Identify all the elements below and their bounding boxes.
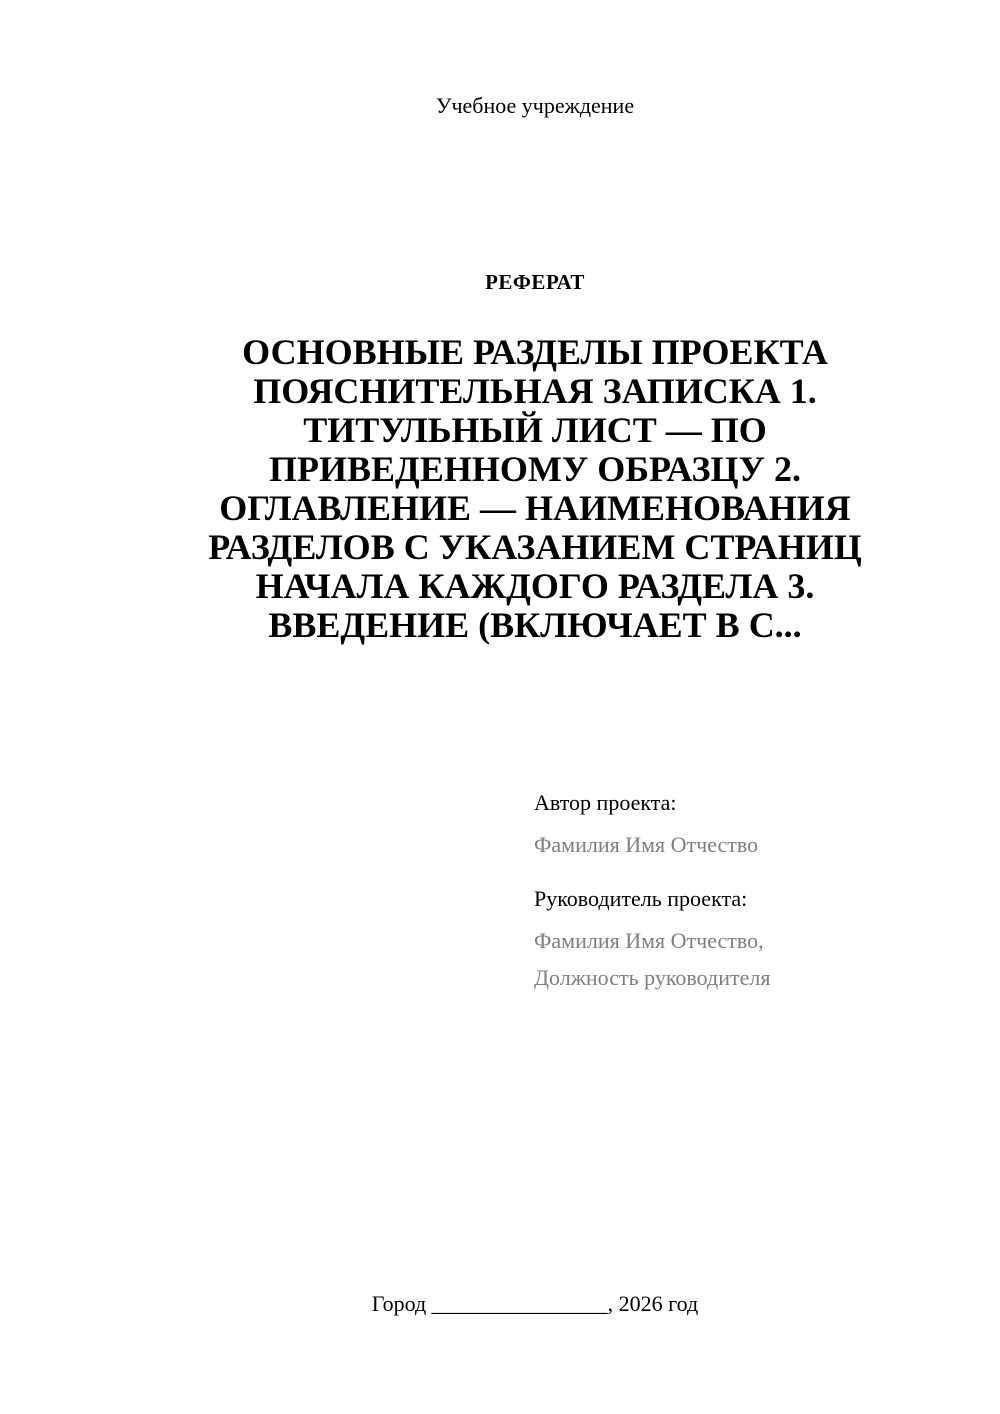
supervisor-label: Руководитель проекта: [534, 886, 748, 911]
author-name: Фамилия Имя Отчество [534, 832, 759, 857]
document-title: ОСНОВНЫЕ РАЗДЕЛЫ ПРОЕКТА ПОЯСНИТЕЛЬНАЯ ЗАПИСКА 1. ТИТУЛЬНЫЙ ЛИСТ — ПО ПРИВЕДЕННОМУ ОБРАЗЦУ 2. ОГЛАВЛЕНИЕ — НАИМЕНОВАНИЯ РАЗДЕЛОВ С УКАЗАНИЕМ СТРАНИЦ НАЧАЛА КАЖДОГО РАЗДЕЛА 3. ВВЕДЕНИЕ (ВКЛЮЧАЕТ В С... [208, 332, 862, 645]
supervisor-position: Должность руководителя [534, 965, 771, 990]
document-type: РЕФЕРАТ [485, 270, 585, 294]
supervisor-block [534, 885, 974, 996]
institution-name: Учебное учреждение [435, 93, 635, 118]
author-block [534, 789, 974, 863]
city-year-footer: Город ________________, 2026 год [371, 1291, 699, 1316]
supervisor-name: Фамилия Имя Отчество, [534, 928, 764, 953]
credits-block [534, 789, 974, 1018]
author-label: Автор проекта: [534, 790, 677, 815]
